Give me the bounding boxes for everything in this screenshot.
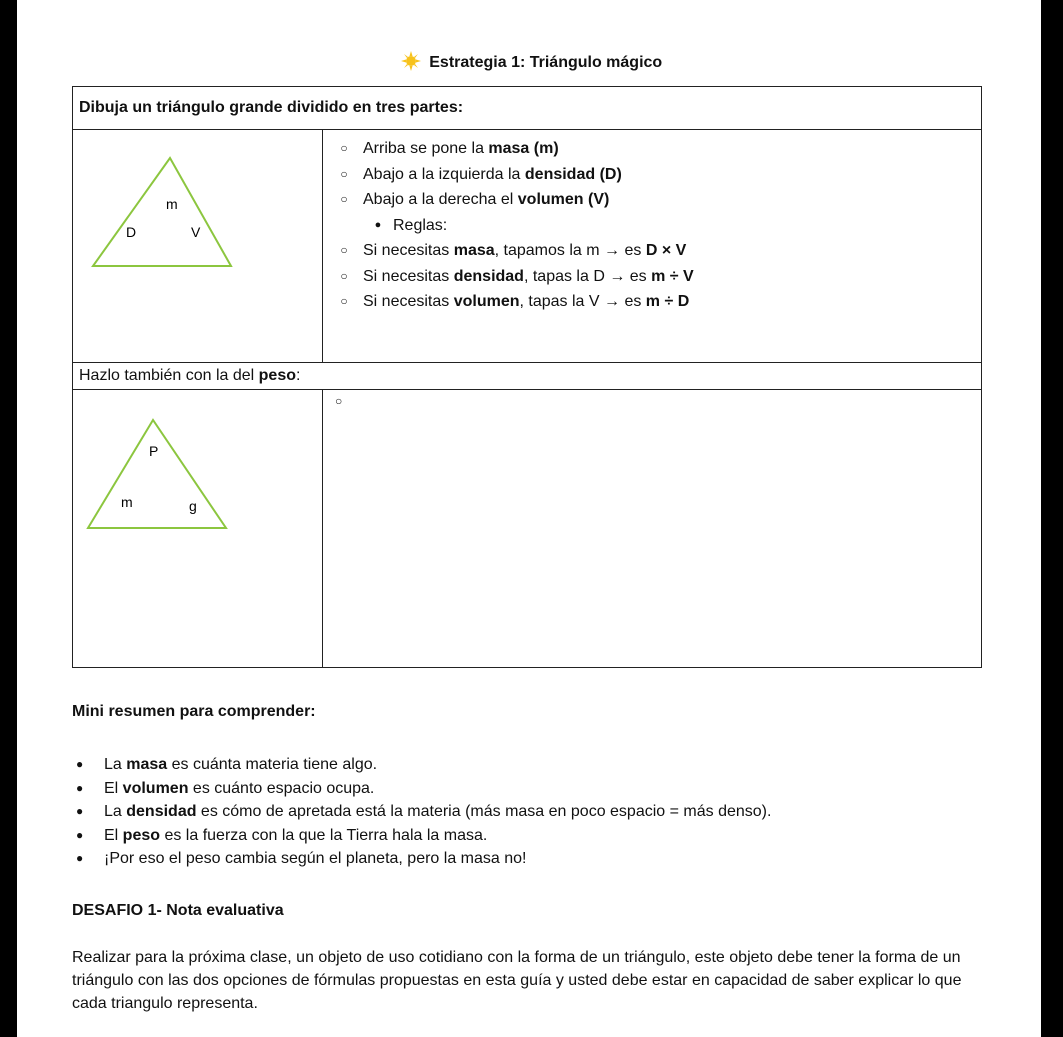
- empty-list-marker: ○: [335, 394, 343, 408]
- section2-header-pre: Hazlo también con la del: [79, 367, 259, 384]
- summary-item: ● La masa es cuánta materia tiene algo.: [76, 753, 976, 777]
- triangle2-left: m: [121, 494, 133, 510]
- triangle2-right: g: [189, 498, 197, 514]
- rule-item: ● Reglas:: [331, 213, 981, 239]
- triangle-cell-1: [73, 130, 323, 363]
- section2-header: [73, 363, 982, 390]
- circle-marker: ○: [340, 166, 348, 181]
- rules-list: [323, 130, 981, 315]
- rule-item: ○ Arriba se pone la masa (m): [331, 136, 981, 162]
- bullet-marker: ●: [374, 218, 382, 231]
- section1-header-text: Dibuja un triángulo grande dividido en tres partes:: [79, 99, 464, 116]
- section2-header-bold: peso: [258, 367, 296, 384]
- empty-answer-cell[interactable]: [323, 390, 982, 668]
- challenge-title: DESAFIO 1- Nota evaluativa: [72, 902, 284, 919]
- triangle2-top: P: [149, 443, 159, 459]
- circle-marker: ○: [340, 268, 348, 283]
- rules-cell: [323, 130, 982, 363]
- rule-item: ○ Si necesitas volumen, tapas la V → es m ÷ D: [331, 289, 981, 315]
- sun-icon: [401, 54, 425, 71]
- summary-item: ● La densidad es cómo de apretada está la materia (más masa en poco espacio = más denso).: [76, 800, 976, 824]
- triangle-pmg: [73, 390, 322, 662]
- summary-section: [72, 703, 772, 867]
- circle-marker: ○: [340, 294, 348, 308]
- rule-item: ○ Si necesitas densidad, tapas la D → es m ÷ V: [331, 264, 981, 290]
- circle-marker: ○: [340, 243, 348, 257]
- rule-item: ○ Abajo a la derecha el volumen (V): [331, 187, 981, 213]
- triangle-cell-2: [73, 390, 323, 668]
- summary-heading: Mini resumen para comprender:: [72, 703, 316, 720]
- rule-item: ○ Abajo a la izquierda la densidad (D): [331, 162, 981, 188]
- triangle1-right: V: [191, 224, 201, 240]
- circle-marker: ○: [340, 141, 348, 155]
- title-text: Estrategia 1: Triángulo mágico: [429, 54, 663, 71]
- section1-header: [73, 87, 982, 130]
- summary-item: ● El peso es la fuerza con la que la Tierra hala la masa.: [76, 824, 976, 848]
- triangle-mdv: [73, 130, 322, 357]
- circle-marker: ○: [340, 192, 348, 206]
- strategy-table: [72, 86, 982, 668]
- triangle1-top: m: [166, 196, 178, 212]
- summary-item: ● El volumen es cuánto espacio ocupa.: [76, 777, 976, 801]
- triangle1-left: D: [126, 224, 137, 240]
- summary-list: [76, 753, 976, 871]
- page-title: [0, 51, 1063, 72]
- section2-header-post: :: [296, 367, 301, 384]
- summary-item: ● ¡Por eso el peso cambia según el planeta, pero la masa no!: [76, 847, 976, 871]
- rule-item: ○ Si necesitas masa, tapamos la m → es D × V: [331, 238, 981, 264]
- challenge-body: Realizar para la próxima clase, un objeto de uso cotidiano con la forma de un triángulo, este objeto debe tener la forma de un triángulo con las dos opciones de fórmulas propuestas en esta guía y usted debe estar en capacidad de saber explicar lo que cada triangulo representa.: [72, 949, 962, 1012]
